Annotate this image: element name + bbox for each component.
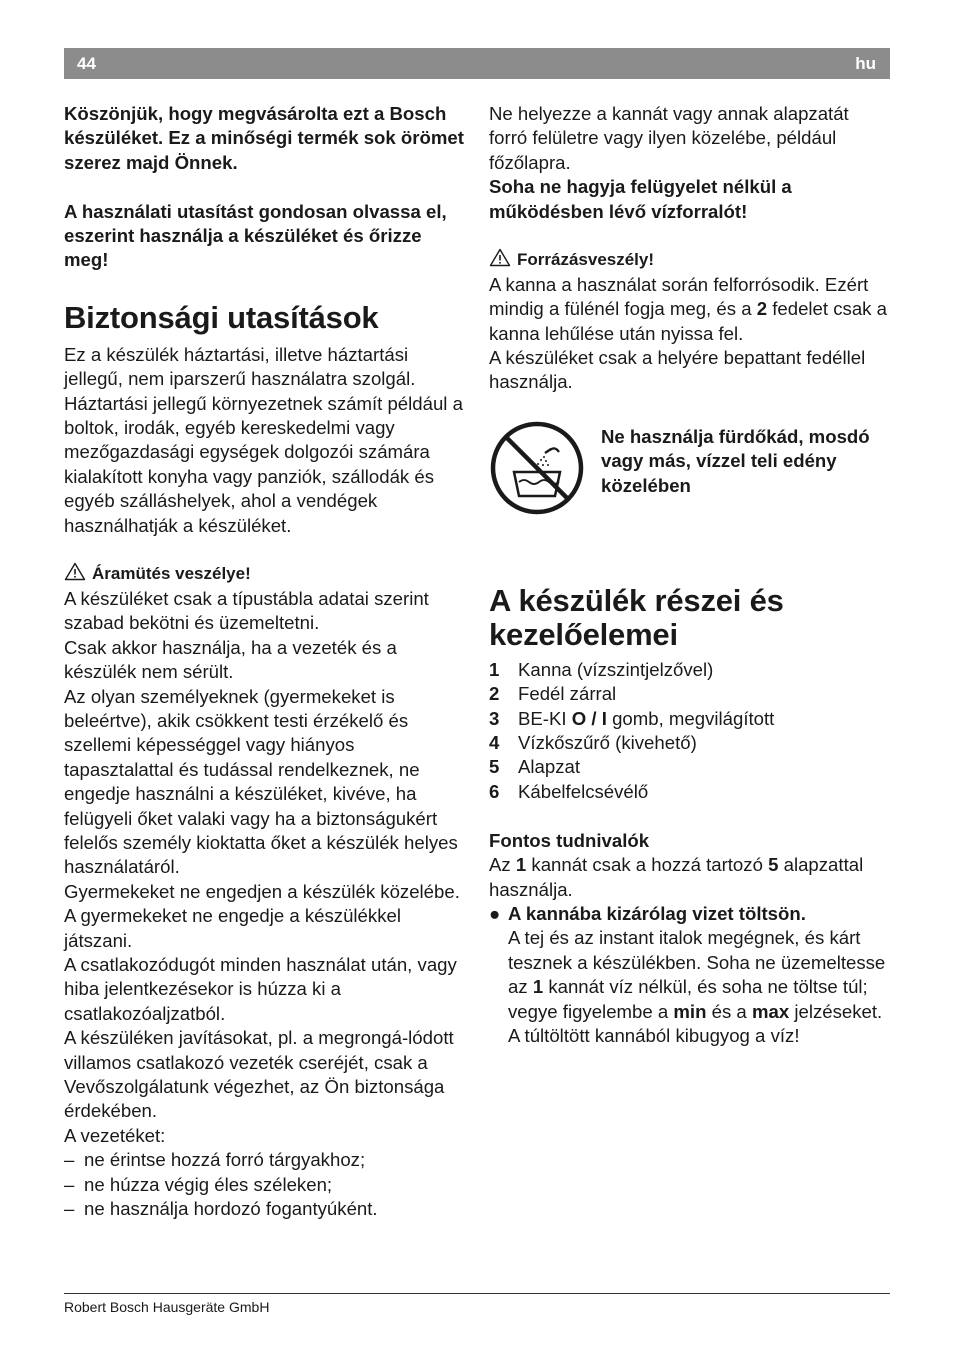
- no-water-near-bath-icon: [489, 420, 585, 516]
- list-item: 1 Kanna (vízszintjelzővel): [489, 658, 714, 680]
- page-number: 44: [77, 54, 96, 73]
- warning-triangle-icon: [489, 248, 511, 267]
- warning-triangle-icon: [64, 562, 86, 581]
- intro-read-instructions: A használati utasítást gondosan olvassa el, eszerint használja a készüléket és őrizze meg!: [64, 200, 447, 271]
- water-only-bullet: ● A kannába kizárólag vizet töltsön. A tej és az instant italok megégnek, és kárt tesznek a készülékben. Soha ne üzemeltesse az 1 kannát víz nélkül, és soha ne töltse túl; vegye figyelembe a min és a max jelzéseket. A túltöltött kannából kibugyog a víz!: [489, 902, 891, 1048]
- intro-thanks: Köszönjük, hogy megvásárolta ezt a Bosch készüléket. Ez a minőségi termék sok örömet szerez majd Önnek.: [64, 103, 464, 173]
- warning-line-7: A vezetéket:: [64, 1124, 166, 1146]
- lid-note: A készüléket csak a helyére bepattant fedéllel használja.: [489, 347, 866, 393]
- list-item: 5 Alapzat: [489, 756, 581, 778]
- warning-line-5: A csatlakozódugót minden használat után, vagy hiba jelentkezésekor is húzza ki a csatlakozóaljzatból.: [64, 953, 457, 1024]
- warning-line-6: A készüléken javításokat, pl. a megrongá-lódott villamos csatlakozó vezeték cseréjét, csak a Vevőszolgálatunk végezhet, az Ön biztonsága érdekében.: [64, 1027, 454, 1122]
- list-item: – ne érintse hozzá forró tárgyakhoz;: [64, 1149, 366, 1171]
- left-column: [64, 102, 464, 1221]
- warning-line-4: Gyermekeket ne engedjen a készülék közelébe. A gyermekeket ne engedje a készülékkel játszani.: [64, 880, 460, 951]
- no-bath-text: Ne használja fürdőkád, mosdó vagy más, vízzel teli edény közelében: [601, 425, 870, 496]
- warning-line-1: A készüléket csak a típustábla adatai szerint szabad bekötni és üzemeltetni.: [64, 587, 429, 634]
- footer-divider: [64, 1293, 890, 1294]
- footer-company: Robert Bosch Hausgeräte GmbH: [64, 1299, 270, 1315]
- scald-text: A kanna a használat során felforrósodik. Ezért mindig a fülénél fogja meg, és a 2 fedelet csak a kanna lehűlése után nyissa fel.: [489, 273, 887, 344]
- right-column: [489, 102, 891, 1048]
- safety-title: Biztonsági utasítások: [64, 299, 379, 335]
- scald-heading: Forrázásveszély!: [489, 248, 891, 272]
- list-item: – ne húzza végig éles széleken;: [64, 1173, 333, 1195]
- important-text: Az 1 kannát csak a hozzá tartozó 5 alapzattal használja.: [489, 854, 864, 900]
- list-item: 4 Vízkőszűrő (kivehető): [489, 732, 697, 754]
- warning-line-2: Csak akkor használja, ha a vezeték és a készülék nem sérült.: [64, 636, 397, 683]
- language-code: hu: [855, 54, 876, 73]
- electric-shock-heading: Áramütés veszélye!: [64, 562, 464, 586]
- household-use-paragraph: Ez a készülék háztartási, illetve háztartási jellegű, nem iparszerű használatra szolgál. Háztartási jellegű környezetnek számít például a boltok, irodák, egyéb kereskedelmi vagy mezőgazdasági egységek dolgozói számára kialakított konyha vagy panziók, szállodák és egyéb szálláshelyek, ahol a vendégek használhatják a készüléket.: [64, 343, 463, 536]
- list-item: – ne használja hordozó fogantyúként.: [64, 1198, 378, 1220]
- parts-title: A készülék részei és kezelőelemei: [489, 582, 784, 652]
- warning-line-3: Az olyan személyeknek (gyermekeket is beleértve), akik csökkent testi érzékelő és szellemi képességgel vagy hiányos tapasztalattal és tudással rendelkeznek, ne engedje használni a készüléket, kivéve, ha felügyeli őket valaki vagy ha a biztonságukért felelős személy kioktatta őket a készülék helyes használatáról.: [64, 685, 458, 878]
- no-bath-warning: [489, 419, 891, 516]
- never-unattended-note: Soha ne hagyja felügyelet nélkül a működésben lévő vízforralót!: [489, 176, 792, 222]
- page-header-bar: [64, 48, 890, 79]
- important-heading: Fontos tudnivalók: [489, 829, 650, 851]
- hot-surface-note: Ne helyezze a kannát vagy annak alapzatát forró felületre vagy ilyen közelébe, például főzőlapra.: [489, 103, 849, 173]
- list-item: 6 Kábelfelcsévélő: [489, 780, 649, 802]
- list-item: 3 BE-KI O / I gomb, megvilágított: [489, 707, 775, 729]
- water-only-text: A tej és az instant italok megégnek, és kárt tesznek a készülékben. Soha ne üzemeltesse az 1 kannát víz nélkül, és soha ne töltse túl; vegye figyelembe a min és a max jelzéseket. A túltöltött kannából kibugyog a víz!: [508, 927, 886, 1046]
- list-item: 2 Fedél zárral: [489, 683, 617, 705]
